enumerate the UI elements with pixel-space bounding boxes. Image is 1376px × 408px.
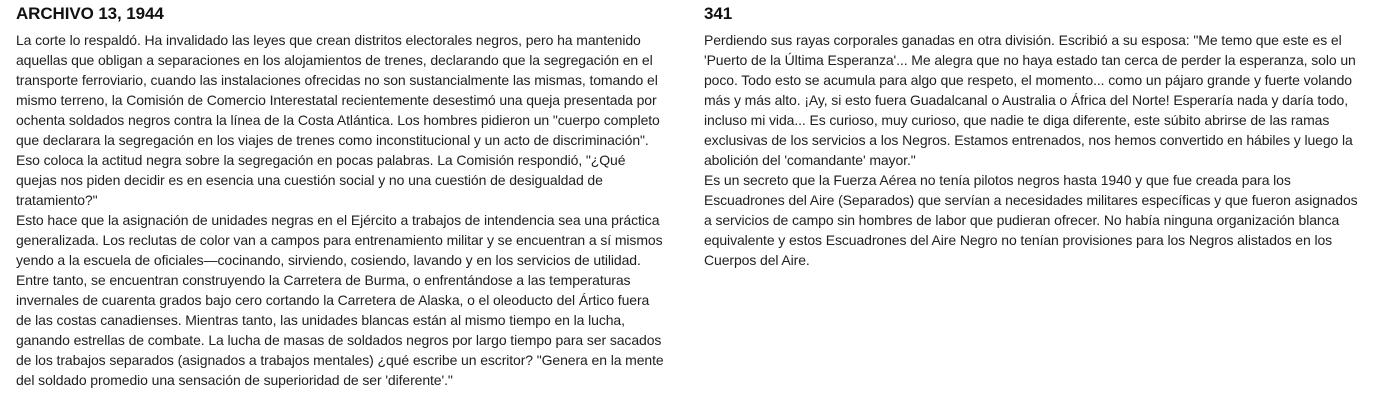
right-paragraph-1: Perdiendo sus rayas corporales ganadas en otra división. Escribió a su esposa: "Me temo que este es el 'Puerto de la Última Esperanza'... Me alegra que no haya estado tan cerca de perder la esperanza, solo un poco. Todo esto se acumula para algo que respeto, el momento... como un pájaro grande y fuerte volando más y más alto. ¡Ay, si esto fuera Guadalcanal o Australia o África del Norte! Esperaría nada y daría todo, incluso mi vida... Es curioso, muy curioso, que nadie te diga diferente, este súbito abrirse de las ramas exclusivas de los servicios a los Negros. Estamos entrenados, nos hemos convertido en hábiles y luego la abolición del 'comandante' mayor." bbox=[704, 32, 1356, 168]
left-heading: ARCHIVO 13, 1944 bbox=[16, 4, 164, 23]
right-paragraph-2: Es un secreto que la Fuerza Aérea no tenía pilotos negros hasta 1940 y que fue creada para los Escuadrones del Aire (Separados) que servían a necesidades militares específicas y que fueron asignados a servicios de campo sin hombres de labor que pudieran ofrecer. No había ninguna organización blanca equivalente y estos Escuadrones del Aire Negro no tenían provisiones para los Negros alistados en los Cuerpos del Aire. bbox=[704, 172, 1358, 268]
right-column bbox=[704, 4, 1364, 270]
right-heading: 341 bbox=[704, 4, 733, 23]
left-paragraph-2: Esto hace que la asignación de unidades negras en el Ejército a trabajos de intendencia sea una práctica generalizada. Los reclutas de color van a campos para entrenamiento militar y se encuentran a sí mismos yendo a la escuela de oficiales—cocinando, sirviendo, cosiendo, lavando y en los servicios de utilidad. Entre tanto, se encuentran construyendo la Carretera de Burma, o enfrentándose a las temperaturas invernales de cuarenta grados bajo cero cortando la Carretera de Alaska, o el oleoducto del Ártico fuera de las costas canadienses. Mientras tanto, las unidades blancas están al mismo tiempo en la lucha, ganando estrellas de combate. La lucha de masas de soldados negros por largo tiempo para ser sacados de los trabajos separados (asignados a trabajos mentales) ¿qué escribe un escritor? "Genera en la mente del soldado promedio una sensación de superioridad de ser 'diferente'." bbox=[16, 212, 664, 388]
left-column bbox=[16, 4, 664, 390]
left-paragraph-1: La corte lo respaldó. Ha invalidado las leyes que crean distritos electorales negros, pero ha mantenido aquellas que obligan a separaciones en los alojamientos de trenes, declarando que la segregación en el transporte ferroviario, cuando las instalaciones ofrecidas no son sustancialmente las mismas, tomando el mismo terreno, la Comisión de Comercio Interestatal recientemente desestimó una queja presentada por ochenta soldados negros contra la línea de la Costa Atlántica. Los hombres pidieron un "cuerpo completo que declarara la segregación en los viajes de trenes como inconstitucional y un acto de discriminación". Eso coloca la actitud negra sobre la segregación en pocas palabras. La Comisión respondió, "¿Qué quejas nos piden decidir es en esencia una cuestión social y no una cuestión de desigualdad de tratamiento?" bbox=[16, 32, 660, 208]
